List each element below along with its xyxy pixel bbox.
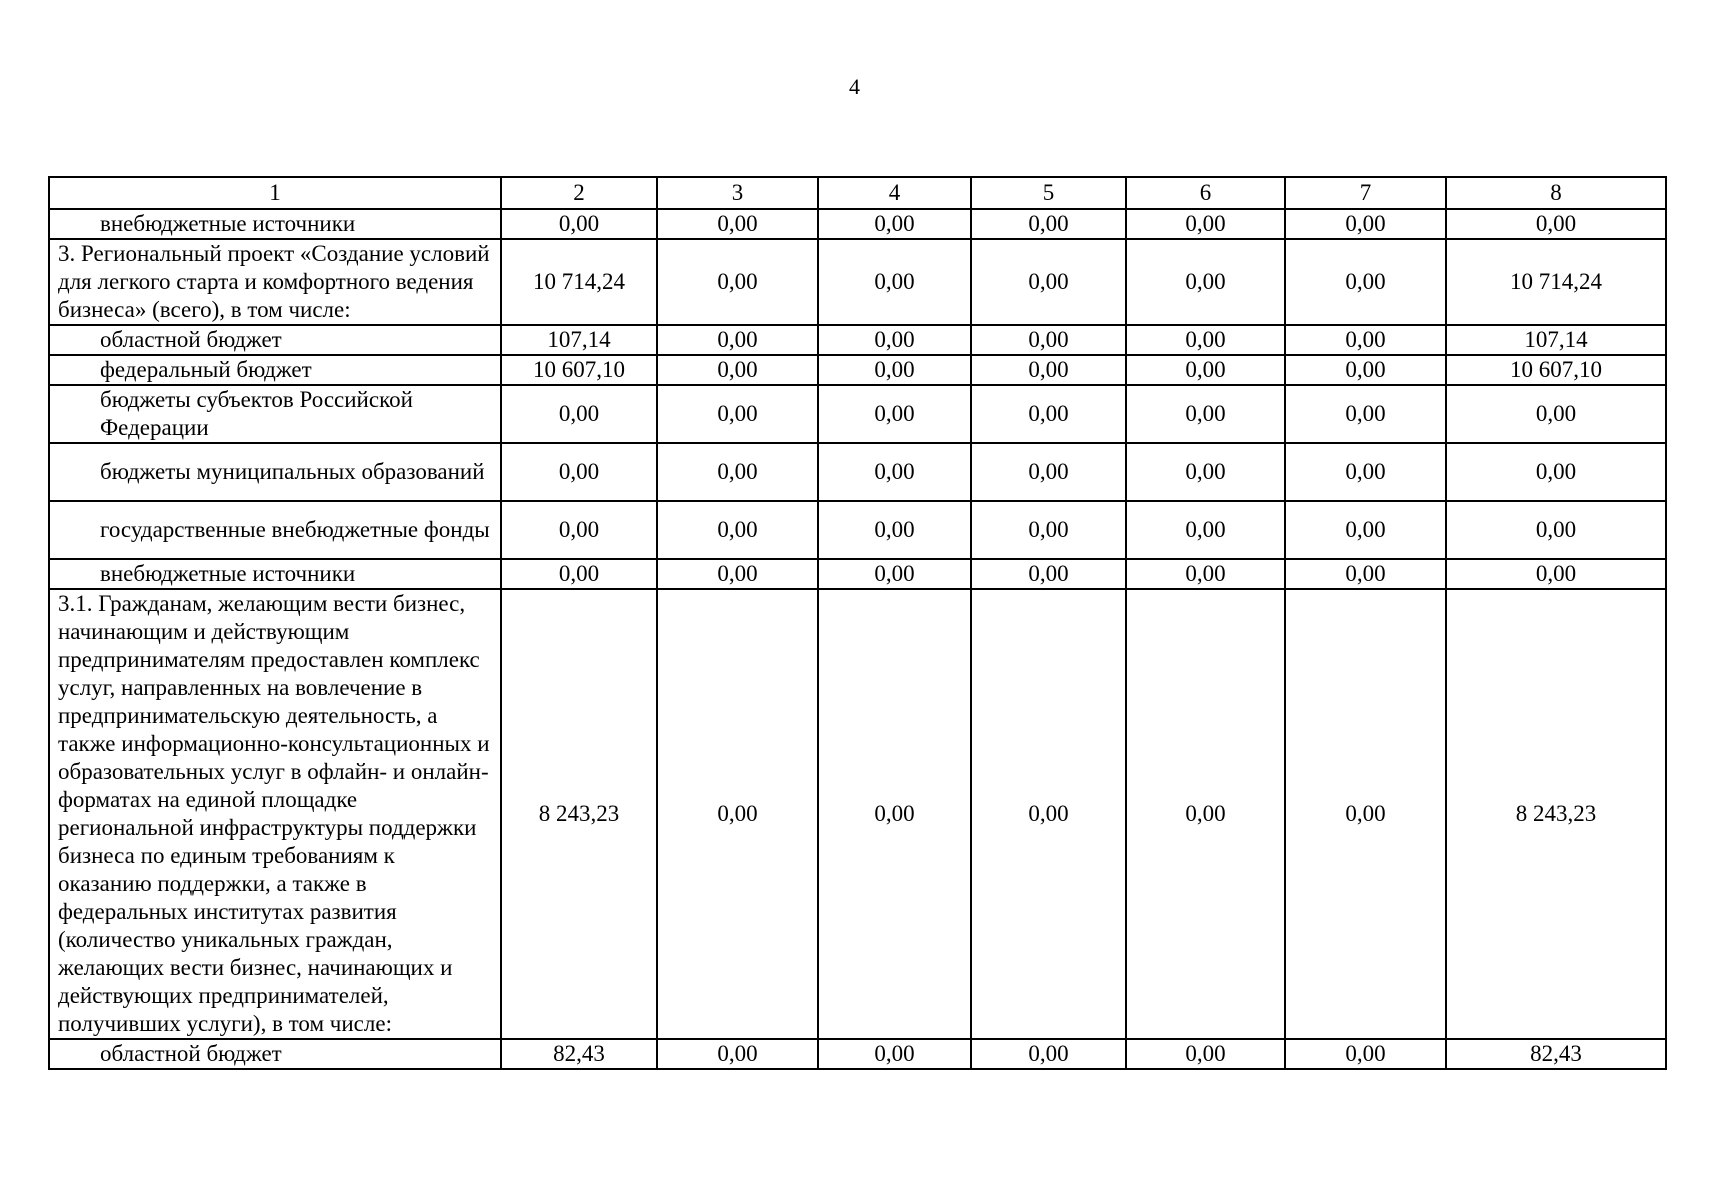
value-cell: 107,14: [501, 325, 657, 355]
value-cell: 0,00: [1126, 325, 1285, 355]
value-cell: 0,00: [971, 325, 1126, 355]
value-cell: 8 243,23: [1446, 589, 1666, 1039]
value-cell: 0,00: [818, 385, 971, 443]
value-cell: 0,00: [818, 239, 971, 325]
value-cell: 0,00: [657, 559, 818, 589]
value-cell: 0,00: [1446, 501, 1666, 559]
value-cell: 0,00: [971, 239, 1126, 325]
row-label: бюджеты субъектов Российской Федерации: [49, 385, 501, 443]
value-cell: 0,00: [971, 559, 1126, 589]
value-cell: 0,00: [1126, 355, 1285, 385]
table-row: [49, 559, 1666, 589]
value-cell: 0,00: [1285, 325, 1446, 355]
value-cell: 0,00: [1285, 385, 1446, 443]
value-cell: 0,00: [657, 209, 818, 239]
value-cell: 0,00: [1126, 589, 1285, 1039]
header-cell-6: 6: [1126, 177, 1285, 209]
value-cell: 0,00: [971, 1039, 1126, 1069]
header-cell-5: 5: [971, 177, 1126, 209]
value-cell: 0,00: [818, 559, 971, 589]
value-cell: 0,00: [1285, 501, 1446, 559]
budget-table: [48, 176, 1667, 1070]
value-cell: 0,00: [1446, 443, 1666, 501]
value-cell: 0,00: [1126, 501, 1285, 559]
value-cell: 0,00: [971, 385, 1126, 443]
row-label: 3.1. Гражданам, желающим вести бизнес, начинающим и действующим предпринимателям предоставлен комплекс услуг, направленных на вовлечение в предпринимательскую деятельность, а также информационно-консультационных и образовательных услуг в офлайн- и онлайн-форматах на единой площадке региональной инфраструктуры поддержки бизнеса по единым требованиям к оказанию поддержки, а также в федеральных институтах развития (количество уникальных граждан, желающих вести бизнес, начинающих и действующих предпринимателей, получивших услуги), в том числе:: [49, 589, 501, 1039]
value-cell: 0,00: [501, 501, 657, 559]
header-cell-7: 7: [1285, 177, 1446, 209]
value-cell: 0,00: [1285, 559, 1446, 589]
value-cell: 0,00: [501, 559, 657, 589]
row-label: областной бюджет: [49, 1039, 501, 1069]
value-cell: 0,00: [657, 239, 818, 325]
value-cell: 0,00: [1446, 559, 1666, 589]
value-cell: 0,00: [1285, 209, 1446, 239]
value-cell: 82,43: [1446, 1039, 1666, 1069]
header-row: [49, 177, 1666, 209]
row-label: 3. Региональный проект «Создание условий для легкого старта и комфортного ведения бизнеса» (всего), в том числе:: [49, 239, 501, 325]
table-row: [49, 501, 1666, 559]
value-cell: 0,00: [1126, 209, 1285, 239]
value-cell: 0,00: [1126, 1039, 1285, 1069]
value-cell: 0,00: [1285, 355, 1446, 385]
value-cell: 0,00: [1126, 385, 1285, 443]
value-cell: 0,00: [1285, 1039, 1446, 1069]
header-cell-4: 4: [818, 177, 971, 209]
value-cell: 107,14: [1446, 325, 1666, 355]
value-cell: 0,00: [1126, 239, 1285, 325]
value-cell: 0,00: [971, 501, 1126, 559]
value-cell: 0,00: [657, 385, 818, 443]
value-cell: 0,00: [657, 589, 818, 1039]
value-cell: 0,00: [971, 589, 1126, 1039]
value-cell: 0,00: [1285, 443, 1446, 501]
value-cell: 0,00: [501, 385, 657, 443]
value-cell: 0,00: [657, 1039, 818, 1069]
row-label: государственные внебюджетные фонды: [49, 501, 501, 559]
header-cell-3: 3: [657, 177, 818, 209]
value-cell: 0,00: [1446, 209, 1666, 239]
value-cell: 0,00: [818, 355, 971, 385]
value-cell: 0,00: [1126, 443, 1285, 501]
value-cell: 0,00: [501, 443, 657, 501]
table-row: [49, 1039, 1666, 1069]
value-cell: 82,43: [501, 1039, 657, 1069]
table-row: [49, 385, 1666, 443]
value-cell: 10 607,10: [501, 355, 657, 385]
row-label: внебюджетные источники: [49, 559, 501, 589]
value-cell: 10 607,10: [1446, 355, 1666, 385]
value-cell: 0,00: [971, 209, 1126, 239]
value-cell: 0,00: [657, 355, 818, 385]
row-label: внебюджетные источники: [49, 209, 501, 239]
value-cell: 0,00: [657, 325, 818, 355]
value-cell: 10 714,24: [1446, 239, 1666, 325]
table-row: [49, 325, 1666, 355]
value-cell: 0,00: [818, 1039, 971, 1069]
header-cell-8: 8: [1446, 177, 1666, 209]
value-cell: 10 714,24: [501, 239, 657, 325]
value-cell: 0,00: [818, 443, 971, 501]
table-row: [49, 443, 1666, 501]
value-cell: 0,00: [1126, 559, 1285, 589]
table-row: [49, 239, 1666, 325]
page-number: 4: [849, 74, 860, 99]
value-cell: 8 243,23: [501, 589, 657, 1039]
value-cell: 0,00: [818, 325, 971, 355]
value-cell: 0,00: [971, 355, 1126, 385]
table-row: [49, 209, 1666, 239]
value-cell: 0,00: [1285, 589, 1446, 1039]
value-cell: 0,00: [1446, 385, 1666, 443]
table-row: [49, 355, 1666, 385]
value-cell: 0,00: [1285, 239, 1446, 325]
value-cell: 0,00: [818, 209, 971, 239]
value-cell: 0,00: [818, 501, 971, 559]
value-cell: 0,00: [971, 443, 1126, 501]
value-cell: 0,00: [657, 501, 818, 559]
row-label: областной бюджет: [49, 325, 501, 355]
header-cell-2: 2: [501, 177, 657, 209]
table-row: [49, 589, 1666, 1039]
value-cell: 0,00: [657, 443, 818, 501]
value-cell: 0,00: [818, 589, 971, 1039]
row-label: бюджеты муниципальных образований: [49, 443, 501, 501]
header-cell-1: 1: [49, 177, 501, 209]
row-label: федеральный бюджет: [49, 355, 501, 385]
value-cell: 0,00: [501, 209, 657, 239]
